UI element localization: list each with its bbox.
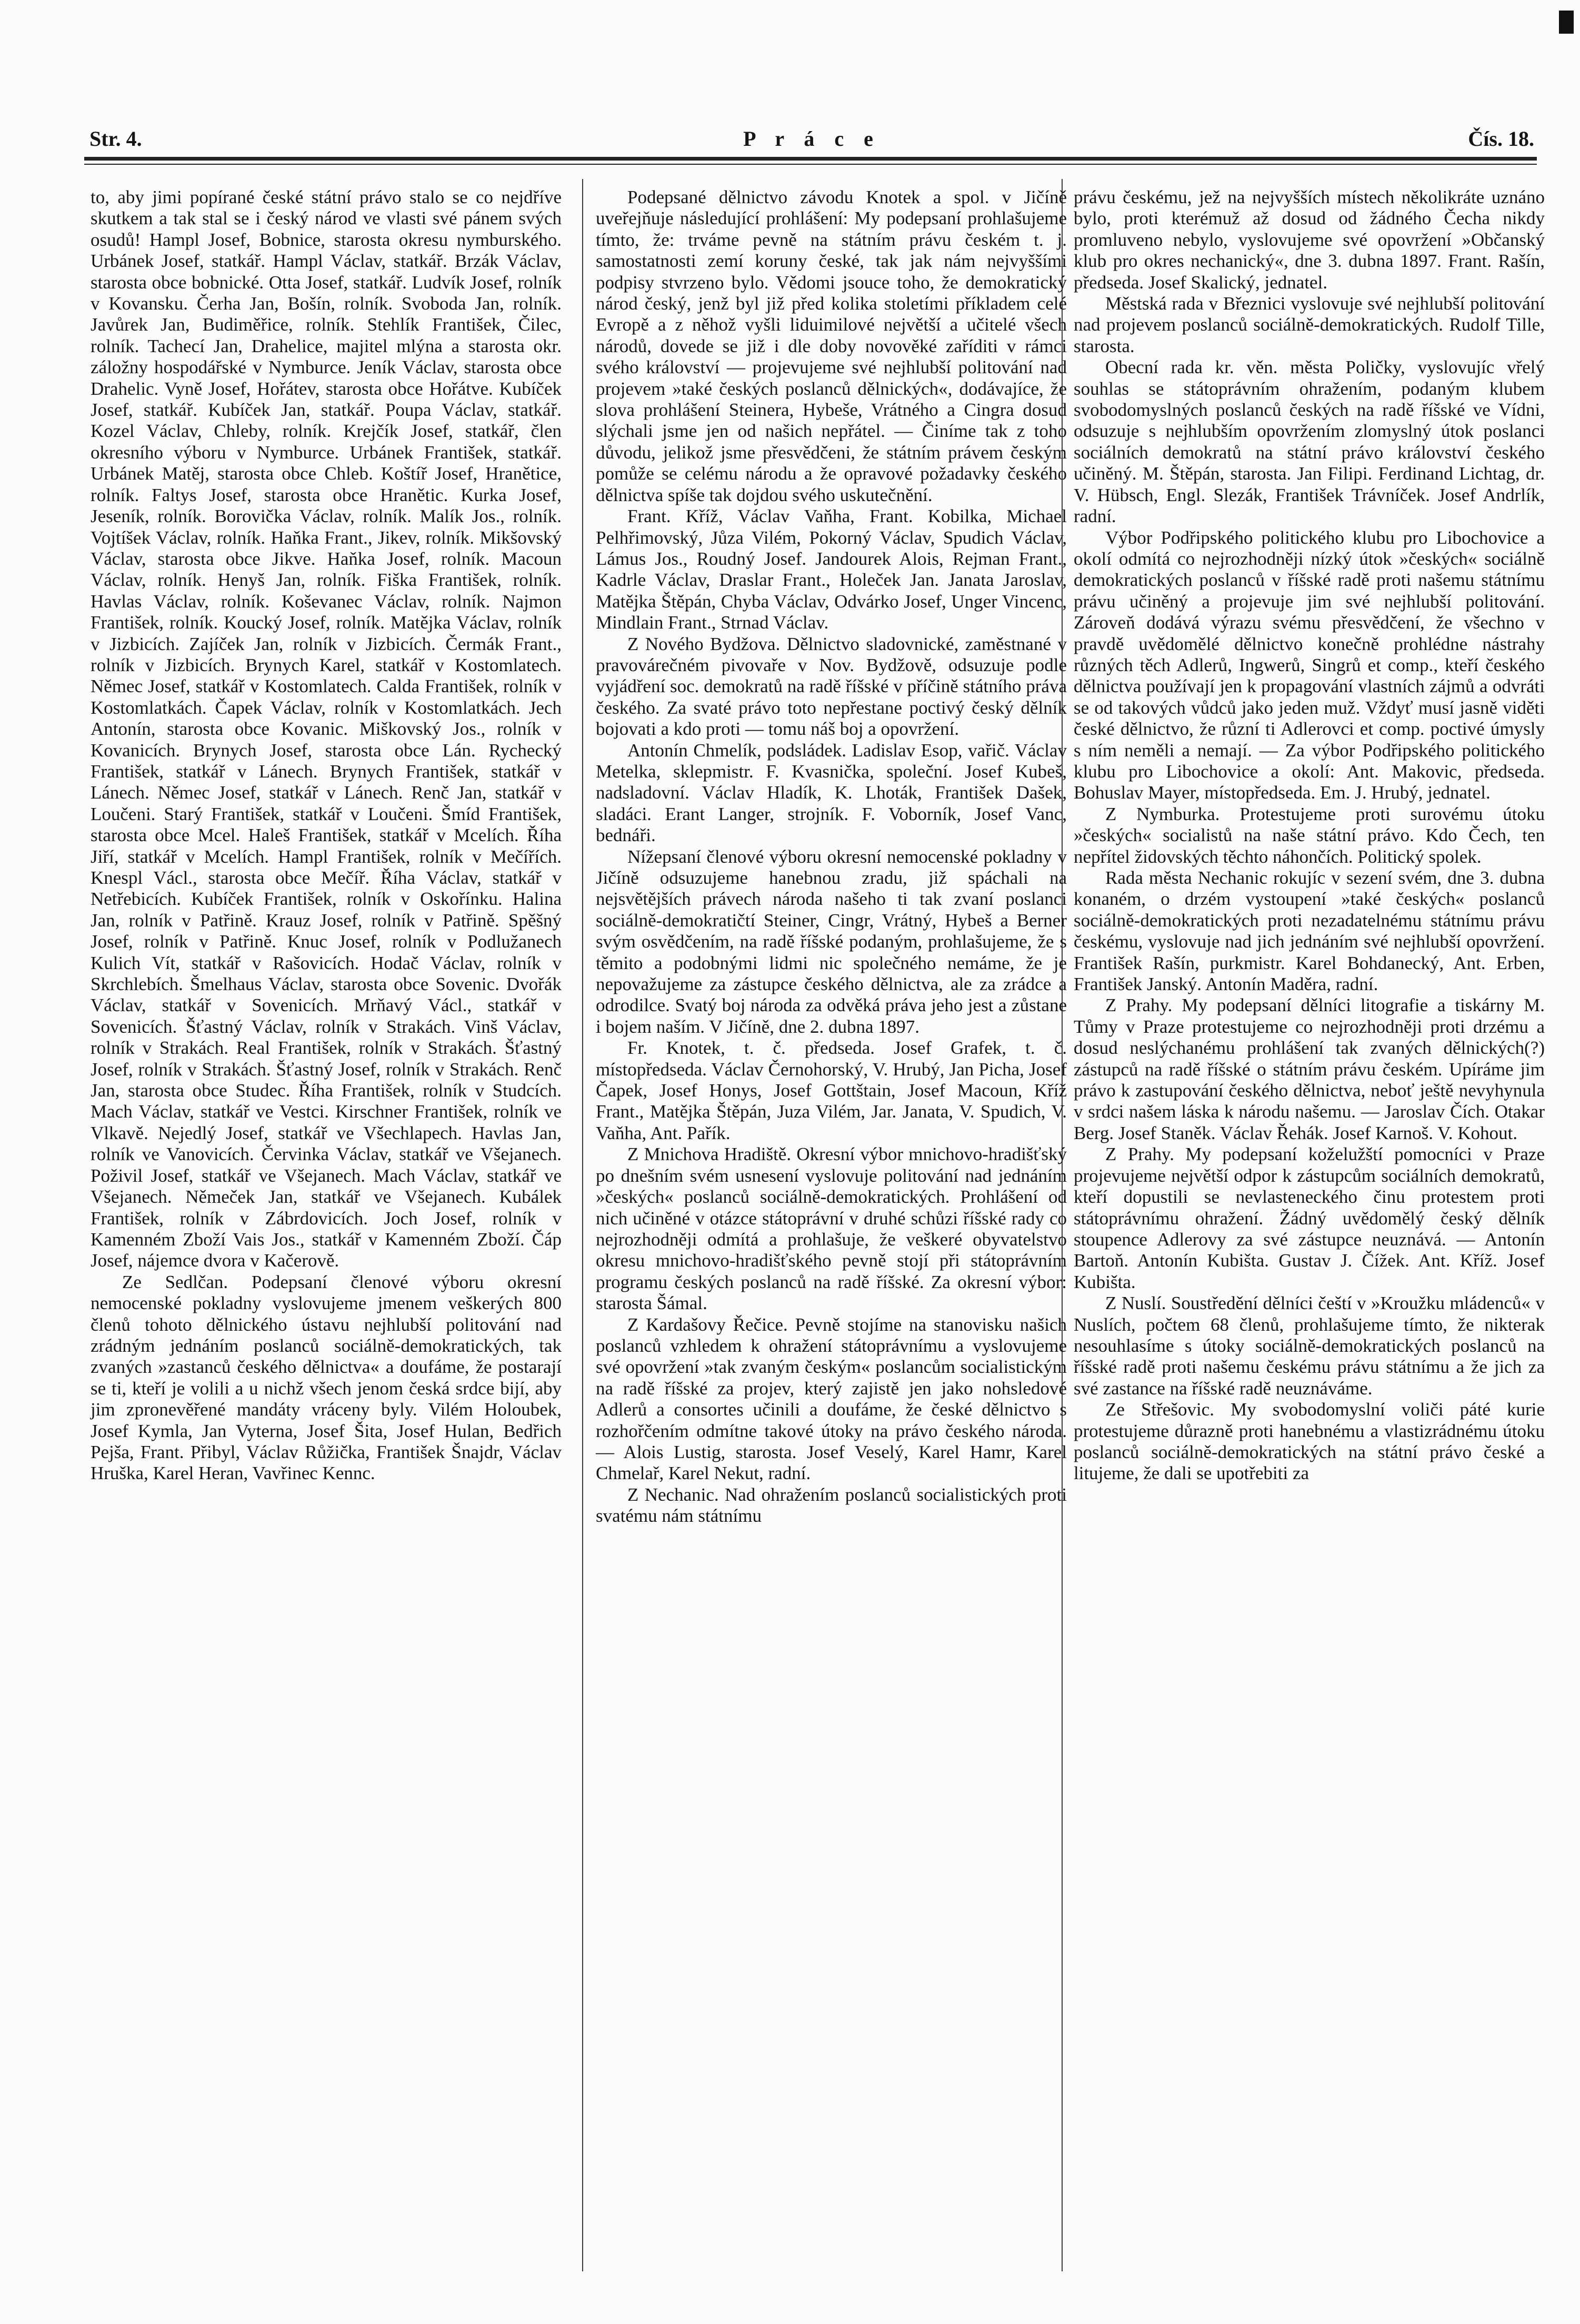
- paragraph: Z Prahy. My podepsaní dělníci litografie a tiskárny M. Tůmy v Praze protestujeme co nejrozhodněji proti drzému a dosud neslýchanému prohlášení tak zvaných dělnických(?) zástupců na radě říšské o státním právu českém. Upíráme jim právo k zastupování českého dělnictva, neboť ještě nevyhynula v srdci našem láska k národu našemu. — Jaroslav Čích. Otakar Berg. Josef Staněk. Václav Řehák. Josef Karnoš. V. Kohout.: [1074, 995, 1545, 1143]
- paragraph: Z Nového Bydžova. Dělnictvo sladovnické, zaměstnané v pravovárečném pivovaře v Nov. Bydžově, odsuzuje podle vyjádření soc. demokratů na radě říšské v příčině státního práva českého. Za svaté právo toto nepřestane poctivý český dělník bojovati a kdo proti — tomu náš boj a opovržení.: [596, 633, 1067, 740]
- paragraph: Frant. Kříž, Václav Vaňha, Frant. Kobilka, Michael Pelhřimovský, Jůza Vilém, Pokorný Václav, Spudich Václav, Lámus Jos., Roudný Josef. Jandourek Alois, Rejman Frant., Kadrle Václav, Draslar Frant., Holeček Jan. Janata Jaroslav, Matějka Štěpán, Chyba Václav, Odvárko Josef, Unger Vincenc, Mindlain Frant., Strnad Václav.: [596, 506, 1067, 633]
- issue-number: Čís. 18.: [1468, 127, 1534, 151]
- column-divider-1: [582, 179, 583, 2271]
- paragraph: Z Kardašovy Řečice. Pevně stojíme na stanovisku našich poslanců vzhledem k ohražení státoprávnímu a vyslovujeme své opovržení »tak zvaným českým« poslancům socialistickým na radě říšské za projev, který zajistě jen jako nohsledové Adlerů a consortes učinili a doufáme, že české dělnictvo s rozhořčením odmítne takové útoky na právo českého národa. — Alois Lustig, starosta. Josef Veselý, Karel Hamr, Karel Chmelař, Karel Nekut, radní.: [596, 1314, 1067, 1484]
- newspaper-title: P r á c e: [743, 127, 881, 151]
- paragraph: Obecní rada kr. věn. města Poličky, vyslovujíc vřelý souhlas se státoprávním ohražením, podaným klubem svobodomyslných poslanců českých na radě říšské ve Vídni, odsuzuje s nejhlubším opovržením zlomyslný útok poslanci sociálních demokratů na státní právo království českého učiněný. M. Štěpán, starosta. Jan Filipi. Ferdinand Lichtag, dr. V. Hübsch, Engl. Slezák, František Trávníček. Josef Andrlík, radní.: [1074, 357, 1545, 527]
- column-3: [1074, 187, 1545, 1484]
- paragraph: Ze Sedlčan. Podepsaní členové výboru okresní nemocenské pokladny vyslovujeme jmenem veškerých 800 členů tohoto dělnického ústavu nejhlubší politování nad zrádným jednáním poslanců sociálně-demokratických, tak zvaných »zastanců českého dělnictva« a doufáme, že postarají se ti, kteří je volili a u nichž všech jenom česká srdce bijí, aby jim zpronevěřené mandáty vráceny byly. Vilém Holoubek, Josef Kymla, Jan Vyterna, Josef Šita, Josef Hulan, Bedřich Pejša, Frant. Přibyl, Václav Růžička, František Šnajdr, Václav Hruška, Karel Heran, Vavřinec Kennc.: [91, 1271, 562, 1484]
- header-rule: [84, 157, 1537, 161]
- scan-corner-mark: [1559, 11, 1574, 34]
- paragraph: to, aby jimi popírané české státní právo stalo se co nejdříve skutkem a tak stal se i český národ ve vlasti své pánem svých osudů! Hampl Josef, Bobnice, starosta okresu nymburského. Urbánek Josef, statkář. Hampl Václav, statkář. Brzák Václav, starosta obce bobnické. Otta Josef, statkář. Ludvík Josef, rolník v Kovansku. Čerha Jan, Bošín, rolník. Svoboda Jan, rolník. Javůrek Jan, Budiměřice, rolník. Stehlík František, Čilec, rolník. Tachecí Jan, Drahelice, majitel mlýna a starosta okr. záložny hospodářské v Nymburce. Jeník Václav, starosta obce Drahelic. Vyně Josef, Hořátev, starosta obce Hořátve. Kubíček Josef, statkář. Kubíček Jan, statkář. Poupa Václav, statkář. Kozel Václav, Chleby, rolník. Krejčík Josef, statkář, člen okresního výboru v Nymburce. Urbánek František, statkář. Urbánek Matěj, starosta obce Chleb. Koštíř Josef, Hranětice, rolník. Faltys Josef, starosta obce Hranětic. Kurka Josef, Jeseník, rolník. Borovička Václav, rolník. Malík Jos., rolník. Vojtíšek Václav, rolník. Haňka Frant., Jikev, rolník. Mikšovský Václav, starosta obce Jikve. Haňka Josef, rolník. Macoun Václav, rolník. Henyš Jan, rolník. Fiška František, rolník. Havlas Václav, rolník. Koševanec Václav, rolník. Najmon František, rolník. Koucký Josef, rolník. Matějka Václav, rolník v Jizbicích. Zajíček Jan, rolník v Jizbicích. Čermák Frant., rolník v Jizbicích. Brynych Karel, statkář v Kostomlatech. Němec Josef, statkář v Kostomlatech. Calda František, rolník v Kostomlatkách. Čapek Václav, rolník v Kostomlatkách. Jech Antonín, starosta obce Kovanic. Miškovský Jos., rolník v Kovanicích. Brynych Josef, starosta obce Lán. Rychecký František, statkář v Lánech. Brynych František, statkář v Lánech. Němec Josef, statkář v Lánech. Renč Jan, statkář v Loučeni. Starý František, statkář v Loučeni. Šmíd František, starosta obce Mcel. Haleš František, statkář v Mcelích. Říha Jiří, statkář v Mcelích. Hampl František, rolník v Mečířích. Knespl Václ., starosta obce Mečíř. Říha Václav, statkář v Netřebicích. Kubíček František, rolník v Oskořínku. Halina Jan, rolník v Patřině. Krauz Josef, rolník v Patřině. Spěšný Josef, rolník v Patřině. Knuc Josef, rolník v Podlužanech Kulich Vít, statkář v Rašovicích. Hodač Václav, rolník v Skrchlebích. Šmelhaus Václav, starosta obce Sovenic. Dvořák Václav, statkář v Sovenicích. Mrňavý Václ., statkář v Sovenicích. Šťastný Václav, rolník v Strakách. Vinš Václav, rolník v Strakách. Real František, rolník v Strakách. Šťastný Josef, rolník v Strakách. Šťastný Josef, rolník v Strakách. Renč Jan, starosta obce Studec. Říha František, rolník v Studcích. Mach Václav, statkář ve Vestci. Kirschner František, rolník ve Vlkavě. Nejedlý Josef, statkář ve Všechlapech. Havlas Jan, rolník ve Vanovicích. Červinka Václav, statkář ve Všejanech. Poživil Josef, statkář ve Všejanech. Mach Václav, statkář ve Všejanech. Němeček Jan, statkář ve Všejanech. Kubálek František, rolník v Zábrdovicích. Joch Josef, rolník v Kamenném Zboží Vais Jos., statkář v Kamenném Zboží. Čáp Josef, nájemce dvora v Kačerově.: [91, 187, 562, 1271]
- paragraph: Antonín Chmelík, podsládek. Ladislav Esop, vařič. Václav Metelka, sklepmistr. F. Kvasnička, společní. Josef Kubeš, nadsladovní. Václav Hladík, K. Lhoták, František Dašek, sladáci. Erant Langer, strojník. F. Voborník, Josef Vanc, bednáři.: [596, 740, 1067, 846]
- paragraph: Nížepsaní členové výboru okresní nemocenské pokladny v Jičíně odsuzujeme hanebnou zradu, již spáchali na nejsvětějších právech národa našeho ti tak zvaní poslanci sociálně-demokratičtí Steiner, Cingr, Vrátný, Hybeš a Berner svým osvědčením, na radě říšské podaným, prohlašujeme, že s těmito a podobnými lidmi nic společného nemáme, že je nepovažujeme za zástupce českého dělnictva, ale za zrádce a odrodilce. Svatý boj národa za odvěká práva jeho jest a zůstane i bojem naším. V Jičíně, dne 2. dubna 1897.: [596, 846, 1067, 1037]
- paragraph: Z Mnichova Hradiště. Okresní výbor mnichovo-hradišťský po dnešním svém usnesení vyslovuje politování nad jednáním »českých« poslanců sociálně-demokratických. Prohlášení od nich učiněné v otázce státoprávní v druhé schůzi říšské rady co nejrozhodněji odmítá a prohlašuje, že veškeré obyvatelstvo okresu mnichovo-hradišťského pevně stojí při státoprávním programu českých poslanců na radě říšské. Za okresní výbor: starosta Šámal.: [596, 1144, 1067, 1314]
- paragraph: Městská rada v Březnici vyslovuje své nejhlubší politování nad projevem poslanců sociálně-demokratických. Rudolf Tille, starosta.: [1074, 293, 1545, 356]
- paragraph: Z Nuslí. Soustředění dělníci čeští v »Kroužku mládenců« v Nuslích, počtem 68 členů, prohlašujeme tímto, že nikterak nesouhlasíme s útoky sociálně-demokratických poslanců na říšské radě proti našemu českému právu státnímu a že jich za své zastance na říšské radě neuznáváme.: [1074, 1293, 1545, 1399]
- page-number: Str. 4.: [89, 127, 142, 151]
- paragraph: Výbor Podřipského politického klubu pro Libochovice a okolí odmítá co nejrozhodněji nízký útok »českých« sociálně demokratických poslanců v říšské radě proti našemu státnímu právu učiněný a projevuje jim své nejhlubší politování. Zároveň dodává výrazu svému přesvědčení, že všechno v pravdě uvědomělé dělnictvo konečně prohlédne nástrahy různých těch Adlerů, Ingwerů, Singrů et comp., kteří českého dělnictva používají jen k propagování vlastních zájmů a odvráti se od takových vůdců jako jeden muž. Vždyť musí jasně viděti české dělnictvo, že různí ti Adlerovci et comp. poctivé úmysly s ním neměli a nemají. — Za výbor Podřipského politického klubu pro Libochovice a okolí: Ant. Makovic, předseda. Bohuslav Mayer, místopředseda. Em. J. Hrubý, jednatel.: [1074, 527, 1545, 803]
- paragraph: Podepsané dělnictvo závodu Knotek a spol. v Jičíně uveřejňuje následující prohlášení: My podepsaní prohlašujeme tímto, že: trváme pevně na státním právu českém t. j. samostatnosti zemí koruny české, tak jak nám nejvyššími podpisy stvrzeno bylo. Vědomi jsouce toho, že demokratický národ český, jenž byl již před kolika stoletími příkladem celé Evropě a z něhož vyšli liduimilové největší a učitelé všech národů, dovede se již i dle doby novověké zaříditi v rámci svého království — projevujeme své nejhlubší politování nad projevem »také českých poslanců dělnických«, dodávajíce, že slova prohlášení Steinera, Hybeše, Vrátného a Cingra dosud slýchali jsme jen od našich nepřátel. — Činíme tak z toho důvodu, jelikož jsme přesvědčeni, že státním právem českým pomůže se celému národu a že opravové požadavky českého dělnictva spíše tak dojdou svého uskutečnění.: [596, 187, 1067, 505]
- paragraph: Z Prahy. My podepsaní koželužští pomocníci v Praze projevujeme největší odpor k zástupcům sociálních demokratů, kteří dopustili se nevlasteneckého činu protestem proti státoprávnímu ohražení. Žádný uvědomělý český dělník stoupence Adlerovy za své zástupce neuznává. — Antonín Bartoň. Antonín Kubišta. Gustav J. Čížek. Ant. Kříž. Josef Kubišta.: [1074, 1144, 1545, 1292]
- page-header: [89, 126, 1534, 158]
- paragraph: Ze Střešovic. My svobodomyslní voliči páté kurie protestujeme důrazně proti hanebnému a vlastizrádnému útoku poslanců sociálně-demokratických na státní právo české a litujeme, že dali se upotřebiti za: [1074, 1399, 1545, 1484]
- paragraph: Fr. Knotek, t. č. předseda. Josef Grafek, t. č. místopředseda. Václav Černohorský, V. Hrubý, Jan Picha, Josef Čapek, Josef Honys, Josef Gottštain, Josef Macoun, Kříž Frant., Matějka Štěpán, Juza Vilém, Jar. Janata, V. Spudich, V. Vaňha, Ant. Pařík.: [596, 1038, 1067, 1143]
- paragraph: Z Nechanic. Nad ohražením poslanců socialistických proti svatému nám státnímu: [596, 1484, 1067, 1527]
- column-2: [596, 187, 1067, 1527]
- paragraph: právu českému, jež na nejvyšších místech několikráte uznáno bylo, proti kterémuž až dosud od žádného Čecha nikdy promluveno nebylo, vyslovujeme své opovržení »Občanský klub pro okres nechanický«, dne 3. dubna 1897. Frant. Rašín, předseda. Josef Skalický, jednatel.: [1074, 187, 1545, 293]
- column-1: [91, 187, 562, 1484]
- header-rule-thin: [84, 164, 1537, 165]
- paragraph: Z Nymburka. Protestujeme proti surovému útoku »českých« socialistů na naše státní právo. Kdo Čech, ten nepřítel židovských těchto náhončích. Politický spolek.: [1074, 803, 1545, 867]
- paragraph: Rada města Nechanic rokujíc v sezení svém, dne 3. dubna konaném, o drzém vystoupení »také českých« poslanců sociálně-demokratických proti nezadatelnému státnímu právu českému, vyslovuje nad jich jednáním své nejhlubší opovržení. František Rašín, purkmistr. Karel Bohdanecký, Ant. Erben, František Janský. Antonín Maděra, radní.: [1074, 867, 1545, 995]
